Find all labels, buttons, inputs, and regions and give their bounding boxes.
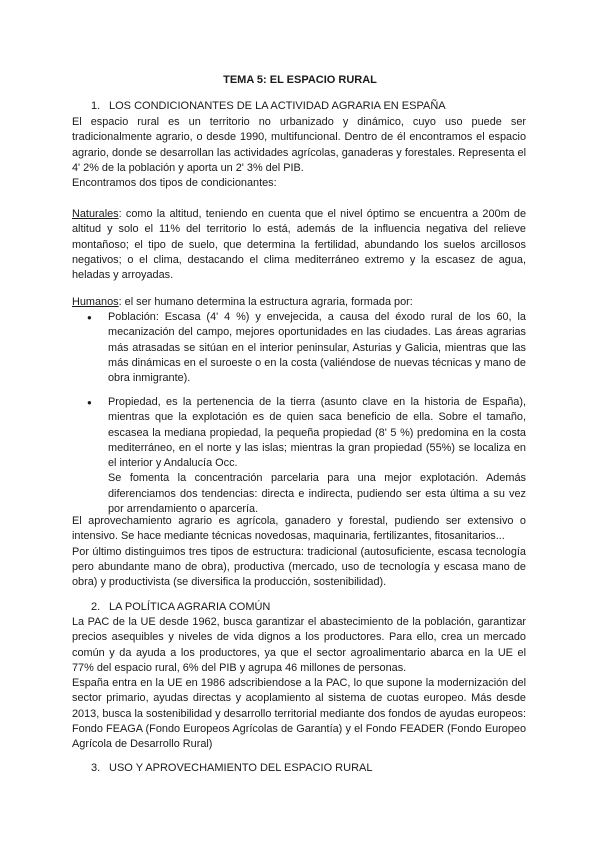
naturales-label: Naturales [72,208,119,220]
section-number: 2. [91,601,101,613]
section-heading-2 [91,600,270,615]
bullet-marker: ● [87,398,92,407]
bullet-text-continued: Se fomenta la concentración parcelaria para una mejor explotación. Además diferenciamos dos tendencias: directa e indirecta, pudiendo ser esta última a su vez por arrendamiento o aparcería. [108,472,526,516]
pac-paragraph-1: La PAC de la UE desde 1962, busca garantizar el abastecimiento de la población, garantizar precios asequibles y niveles de vida dignos a los productores. Para ello, crea un mercado común y da ayuda a los productores, ya que el sector agroalimentario abarca en la UE el 77% del espacio rural, 6% del PIB y agrupa 46 millones de personas. [72,616,526,674]
humanos-paragraph [72,295,526,310]
bullet-text: Propiedad, es la pertenencia de la tierra (asunto clave en la historia de España), mientras que la explotación es de quien saca beneficio de ella. Sobre el tamaño, escasea la mediana propiedad, la pequeña propiedad (8' 5 %) predomina en la costa mediterráneo, en el norte y las islas; mientras la gran propiedad (55%) se localiza en el interior y Andalucía Occ. [108,396,526,470]
intro-paragraph: El espacio rural es un territorio no urbanizado y dinámico, cuyo uso puede ser tradicionalmente agrario, o desde 1990, multifuncional. Dentro de él encontramos el espacio agrario, donde se desarrollan las actividades agrícolas, ganaderas y forestales. Representa el 4' 2% de la población y aporta un 2' 3% del PIB. [72,116,526,174]
section-number: 1. [91,100,101,112]
aprovechamiento-paragraph: El aprovechamiento agrario es agrícola, ganadero y forestal, pudiendo ser extensivo o intensivo. Se hace mediante técnicas novedosas, maquinaria, fertilizantes, fitosanitarios... [72,515,526,543]
intro-paragraph-2: Encontramos dos tipos de condicionantes: [72,177,277,190]
pac-block [72,615,526,753]
section-number: 3. [91,762,101,774]
humanos-text: : el ser humano determina la estructura agraria, formada por: [118,296,413,308]
intro-block [72,115,526,191]
section-heading-1 [91,99,446,114]
bullet-text: Población: Escasa (4' 4 %) y envejecida, a causa del éxodo rural de los 60, la mecanización del campo, mejores oportunidades en las ciudades. Las áreas agrarias más atrasadas se sitúan en el interior peninsular, Asturias y Galicia, mientras que las más dinámicas en el suroeste o en la costa (valiéndose de nuevas técnicas y mano de obra inmigrante). [108,311,526,385]
bullet-item-propiedad [108,395,526,517]
naturales-text: : como la altitud, teniendo en cuenta que el nivel óptimo se encuentra a 200m de altitud y solo el 11% del territorio lo está, además de la influencia negativa del relieve montañoso; el tipo de suelo, que determina la fertilidad, abundando los suelos arcillosos negativos; o el clima, destacando el clima mediterráneo extremo y la escasez de agua, heladas y arroyadas. [72,208,526,282]
humanos-label: Humanos [72,296,119,308]
section-title: LA POLÍTICA AGRARIA COMÚN [109,601,271,613]
section-title: LOS CONDICIONANTES DE LA ACTIVIDAD AGRARIA EN ESPAÑA [109,100,446,112]
section-heading-3 [91,761,372,776]
section-title: USO Y APROVECHAMIENTO DEL ESPACIO RURAL [109,762,373,774]
estructuras-paragraph: Por último distinguimos tres tipos de estructura: tradicional (autosuficiente, escasa tecnología pero abundante mano de obra), productiva (mercado, uso de tecnología y escasa mano de obra) y productivista (se diversifica la producción, sostenibilidad). [72,545,526,589]
aprovechamiento-block [72,514,526,590]
page-title: TEMA 5: EL ESPACIO RURAL [223,74,377,86]
bullet-item-poblacion [108,310,526,386]
pac-paragraph-2: España entra en la UE en 1986 adscribiendose a la PAC, lo que supone la modernización del sector primario, ayudas directas y acoplamiento al sistema de cuotas europeo. Más desde 2013, busca la sostenibilidad y desarrollo territorial mediante dos fondos de ayudas europeos: Fondo FEAGA (Fondo Europeos Agrícolas de Garantía) y el Fondo FEADER (Fondo Europeo Agrícola de Desarrollo Rural) [72,677,526,751]
naturales-paragraph [72,207,526,283]
bullet-marker: ● [87,313,92,322]
